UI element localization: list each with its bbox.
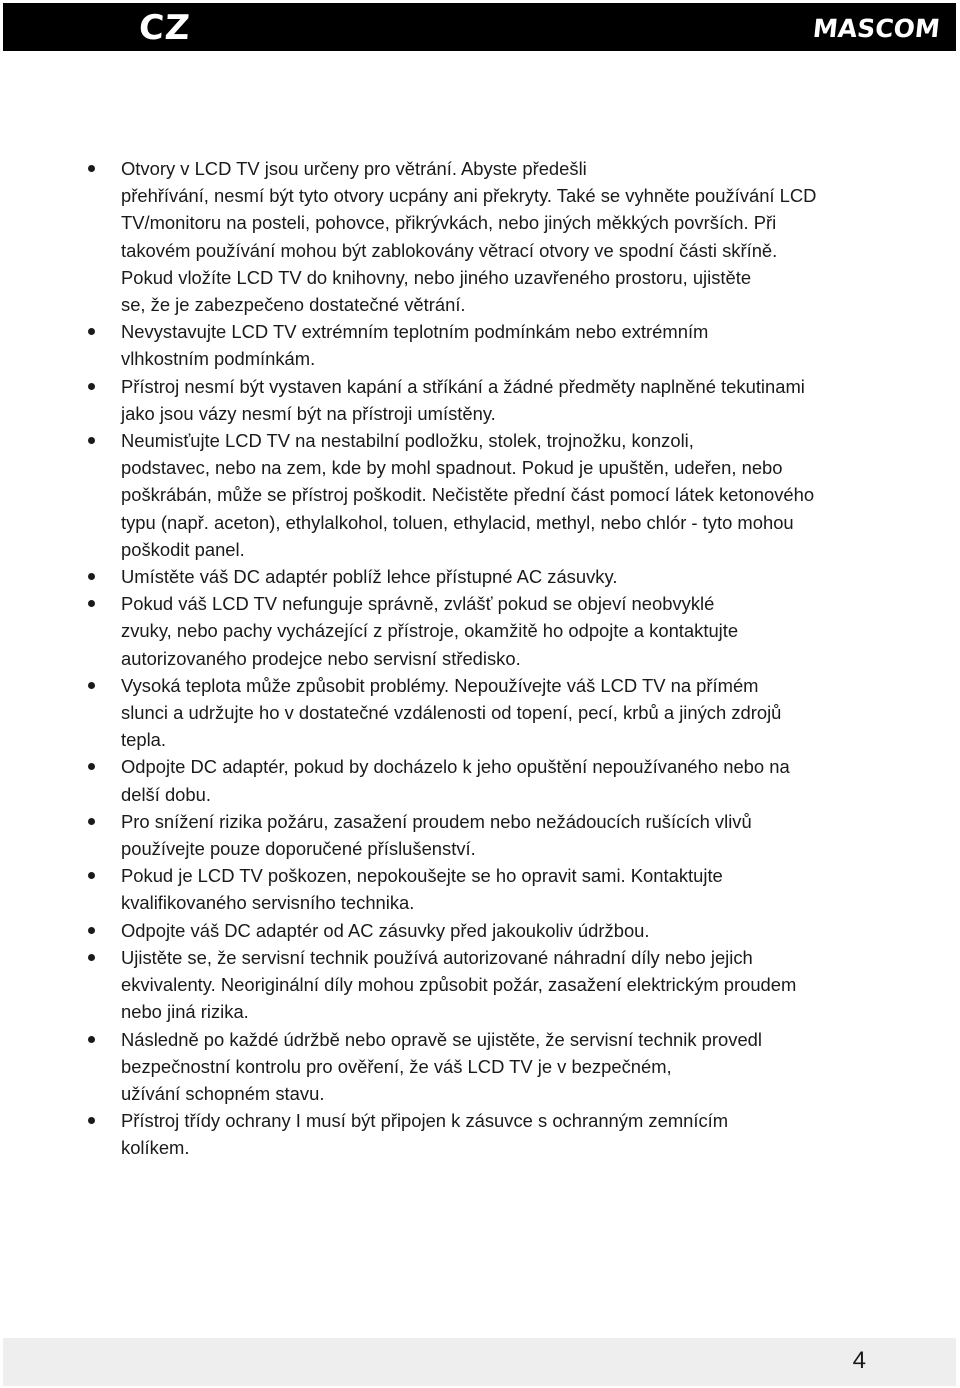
- list-item-line: Umístěte váš DC adaptér poblíž lehce přístupné AC zásuvky.: [121, 566, 618, 588]
- list-item-line: jako jsou vázy nesmí být na přístroji umístěny.: [121, 402, 496, 424]
- list-item-line: nebo jiná rizika.: [121, 1001, 249, 1023]
- list-item-line: tepla.: [121, 729, 166, 751]
- list-item: [86, 427, 916, 563]
- bullet-icon: [88, 383, 95, 390]
- list-item-line: používejte pouze doporučené příslušenství.: [121, 838, 476, 860]
- bullet-icon: [88, 437, 95, 444]
- list-item-line: typu (např. aceton), ethylalkohol, toluen, ethylacid, methyl, nebo chlór - tyto mohou: [121, 511, 794, 533]
- list-item: [86, 917, 916, 944]
- list-item-line: zvuky, nebo pachy vycházející z přístroje, okamžitě ho odpojte a kontaktujte: [121, 620, 739, 642]
- list-item-line: slunci a udržujte ho v dostatečné vzdálenosti od topení, pecí, krbů a jiných zdrojů: [121, 702, 782, 724]
- list-item-line: Pokud vložíte LCD TV do knihovny, nebo jiného uzavřeného prostoru, ujistěte: [121, 266, 752, 288]
- list-item: [86, 590, 916, 672]
- page-number: 4: [852, 1347, 866, 1374]
- bullet-icon: [88, 328, 95, 335]
- list-item-line: kolíkem.: [121, 1137, 190, 1159]
- bullet-icon: [88, 600, 95, 607]
- header-bar: [3, 3, 956, 51]
- bullet-icon: [88, 1036, 95, 1043]
- safety-instructions: [86, 155, 916, 1162]
- list-item-line: bezpečnostní kontrolu pro ověření, že váš LCD TV je v bezpečném,: [121, 1055, 672, 1077]
- list-item-line: přehřívání, nesmí být tyto otvory ucpány ani překryty. Také se vyhněte používání LCD: [121, 185, 817, 207]
- list-item-line: Nevystavujte LCD TV extrémním teplotním podmínkám nebo extrémním: [121, 321, 709, 343]
- list-item-line: vlhkostním podmínkám.: [121, 348, 316, 370]
- list-item-line: takovém používání mohou být zablokovány větrací otvory ve spodní části skříně.: [121, 239, 778, 261]
- list-item-line: Ujistěte se, že servisní technik používá autorizované náhradní díly nebo jejich: [121, 946, 753, 968]
- list-item-line: podstavec, nebo na zem, kde by mohl spadnout. Pokud je upuštěn, udeřen, nebo: [121, 457, 783, 479]
- bullet-icon: [88, 954, 95, 961]
- list-item-line: Vysoká teplota může způsobit problémy. Nepoužívejte váš LCD TV na přímém: [121, 674, 759, 696]
- list-item-line: Neumisťujte LCD TV na nestabilní podložku, stolek, trojnožku, konzoli,: [121, 430, 694, 452]
- list-item: [86, 672, 916, 754]
- list-item: [86, 155, 916, 318]
- bullet-icon: [88, 573, 95, 580]
- list-item-line: Pokud váš LCD TV nefunguje správně, zvlášť pokud se objeví neobvyklé: [121, 593, 715, 615]
- list-item-line: se, že je zabezpečeno dostatečné větrání.: [121, 294, 466, 316]
- list-item-line: TV/monitoru na posteli, pohovce, přikrývkách, nebo jiných měkkých površích. Při: [121, 212, 777, 234]
- bullet-icon: [88, 763, 95, 770]
- list-item: [86, 563, 916, 590]
- list-item: [86, 808, 916, 862]
- bullet-icon: [88, 682, 95, 689]
- list-item-line: Pro snížení rizika požáru, zasažení proudem nebo nežádoucích rušících vlivů: [121, 810, 752, 832]
- list-item-line: Následně po každé údržbě nebo opravě se ujistěte, že servisní technik provedl: [121, 1028, 762, 1050]
- bullet-icon: [88, 927, 95, 934]
- list-item: [86, 862, 916, 916]
- list-item-line: delší dobu.: [121, 783, 211, 805]
- list-item: [86, 1107, 916, 1161]
- list-item-line: Odpojte váš DC adaptér od AC zásuvky před jakoukoliv údržbou.: [121, 919, 650, 941]
- list-item-line: Přístroj nesmí být vystaven kapání a stříkání a žádné předměty naplněné tekutinami: [121, 375, 805, 397]
- list-item-line: užívání schopném stavu.: [121, 1082, 325, 1104]
- list-item: [86, 1026, 916, 1108]
- bullet-list: [86, 155, 916, 1162]
- list-item-line: Odpojte DC adaptér, pokud by docházelo k jeho opuštění nepoužívaného nebo na: [121, 756, 790, 778]
- language-code: CZ: [137, 8, 193, 48]
- list-item-line: autorizovaného prodejce nebo servisní středisko.: [121, 647, 521, 669]
- list-item-line: poškrábán, může se přístroj poškodit. Nečistěte přední část pomocí látek ketonového: [121, 484, 815, 506]
- brand-logo: MASCOM: [811, 14, 942, 43]
- list-item: [86, 753, 916, 807]
- list-item: [86, 318, 916, 372]
- footer-bar: [3, 1338, 956, 1386]
- bullet-icon: [88, 872, 95, 879]
- list-item-line: Přístroj třídy ochrany I musí být připojen k zásuvce s ochranným zemnícím: [121, 1110, 729, 1132]
- list-item-line: kvalifikovaného servisního technika.: [121, 892, 415, 914]
- bullet-icon: [88, 1117, 95, 1124]
- list-item-line: Otvory v LCD TV jsou určeny pro větrání. Abyste předešli: [121, 158, 587, 179]
- list-item: [86, 373, 916, 427]
- bullet-icon: [88, 165, 95, 172]
- bullet-icon: [88, 818, 95, 825]
- list-item-line: Pokud je LCD TV poškozen, nepokoušejte se ho opravit sami. Kontaktujte: [121, 865, 723, 887]
- list-item-line: poškodit panel.: [121, 538, 245, 560]
- list-item: [86, 944, 916, 1026]
- list-item-line: ekvivalenty. Neoriginální díly mohou způsobit požár, zasažení elektrickým proudem: [121, 974, 797, 996]
